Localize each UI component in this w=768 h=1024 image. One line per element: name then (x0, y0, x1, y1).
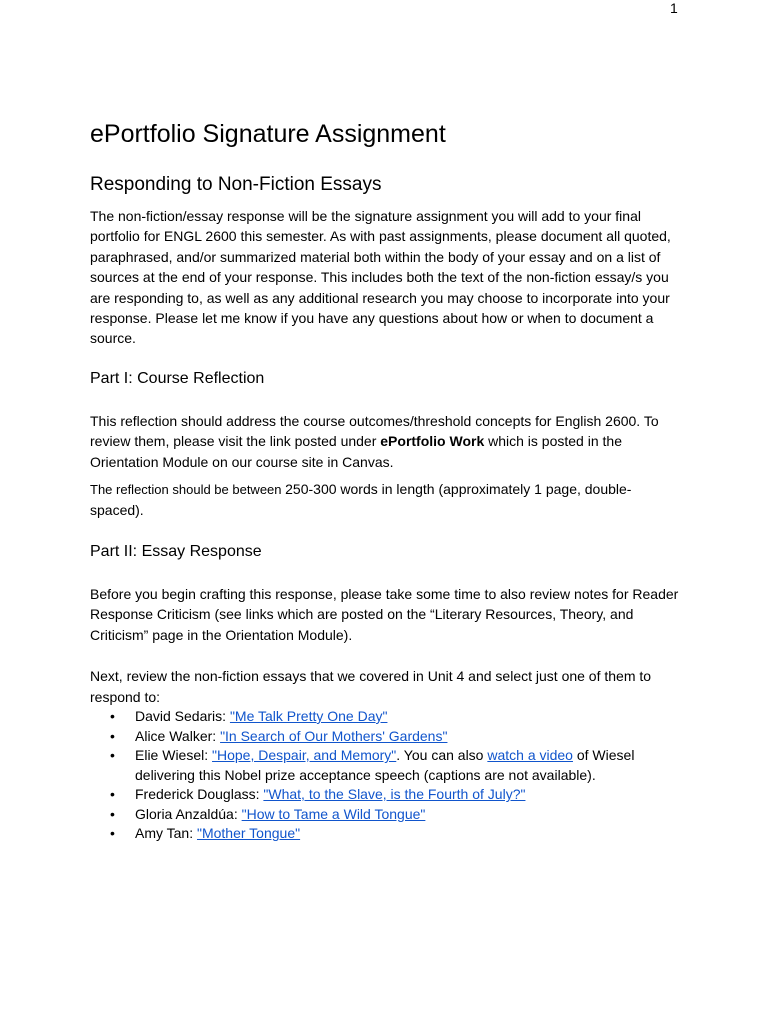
bullet-icon: • (110, 805, 115, 822)
list-item (90, 805, 682, 825)
part2-heading: Part II: Essay Response (90, 542, 262, 560)
essay-note: . You can also (396, 747, 488, 764)
essay-link-sedaris[interactable]: "Me Talk Pretty One Day" (229, 707, 388, 724)
essay-author: Amy Tan: (135, 825, 197, 842)
bullet-icon: • (110, 707, 115, 724)
eportfolio-work-label: ePortfolio Work (380, 433, 485, 450)
list-item (90, 785, 682, 805)
essay-author: David Sedaris: (135, 707, 230, 724)
essay-author: Alice Walker: (135, 727, 221, 744)
reflection-text-start: This reflection should address the course outcomes/threshold concepts for English 2600. To review them, please visit the link posted under (90, 412, 659, 450)
page-number: 1 (670, 0, 678, 16)
list-item (90, 746, 682, 785)
bullet-icon: • (110, 727, 115, 744)
essay-link-anzaldua[interactable]: "How to Tame a Wild Tongue" (241, 805, 426, 822)
reflection-length-start: The reflection should be between (90, 482, 286, 498)
document-subtitle: Responding to Non-Fiction Essays (90, 174, 382, 195)
list-item (90, 707, 682, 727)
intro-paragraph: The non-fiction/essay response will be the signature assignment you will add to your final portfolio for ENGL 2600 this semester. As with past assignments, please document all quoted, paraphrased, and/or summarized material both within the body of your essay and on a list of sources at the end of your response. This includes both the text of the non-fiction essay/s you are responding to, as well as any additional research you may choose to incorporate into your response. Please let me know if you have any questions about how or when to document a source. (90, 208, 671, 347)
essay-list (90, 707, 682, 844)
reflection-text-end: which is posted in the Orientation Module on our course site in Canvas. (90, 433, 622, 470)
bullet-icon: • (110, 747, 115, 764)
essay-link-wiesel[interactable]: "Hope, Despair, and Memory" (212, 747, 397, 764)
essay-link-tan[interactable]: "Mother Tongue" (197, 825, 301, 842)
bullet-icon: • (110, 825, 115, 842)
essay-author: Gloria Anzaldúa: (135, 805, 242, 822)
essay-link-douglass[interactable]: "What, to the Slave, is the Fourth of July?" (263, 786, 526, 803)
part1-heading: Part I: Course Reflection (90, 369, 265, 387)
document-body (90, 118, 682, 844)
essay-note-end: of Wiesel delivering this Nobel prize acceptance speech (captions are not available). (135, 747, 635, 783)
reflection-paragraph (90, 411, 682, 472)
document-title: ePortfolio Signature Assignment (90, 120, 446, 148)
essay-link-walker[interactable]: "In Search of Our Mothers' Gardens" (220, 727, 448, 744)
reflection-length-paragraph (90, 479, 682, 521)
list-item (90, 727, 682, 747)
essay-selection-paragraph: Next, review the non-fiction essays that we covered in Unit 4 and select just one of them to respond to: (90, 668, 652, 705)
reflection-length-rest: 250-300 words in length (approximately 1 page, double-spaced). (90, 481, 632, 519)
bullet-icon: • (110, 786, 115, 803)
response-paragraph: Before you begin crafting this response, please take some time to also review notes for Reader Response Criticism (see links which are posted on the “Literary Resources, Theory, and Criticism” page in the Orientation Module). (90, 585, 679, 643)
watch-video-link[interactable]: watch a video (487, 747, 573, 764)
list-item (90, 824, 682, 844)
essay-author: Elie Wiesel: (135, 747, 213, 764)
essay-author: Frederick Douglass: (135, 786, 264, 803)
